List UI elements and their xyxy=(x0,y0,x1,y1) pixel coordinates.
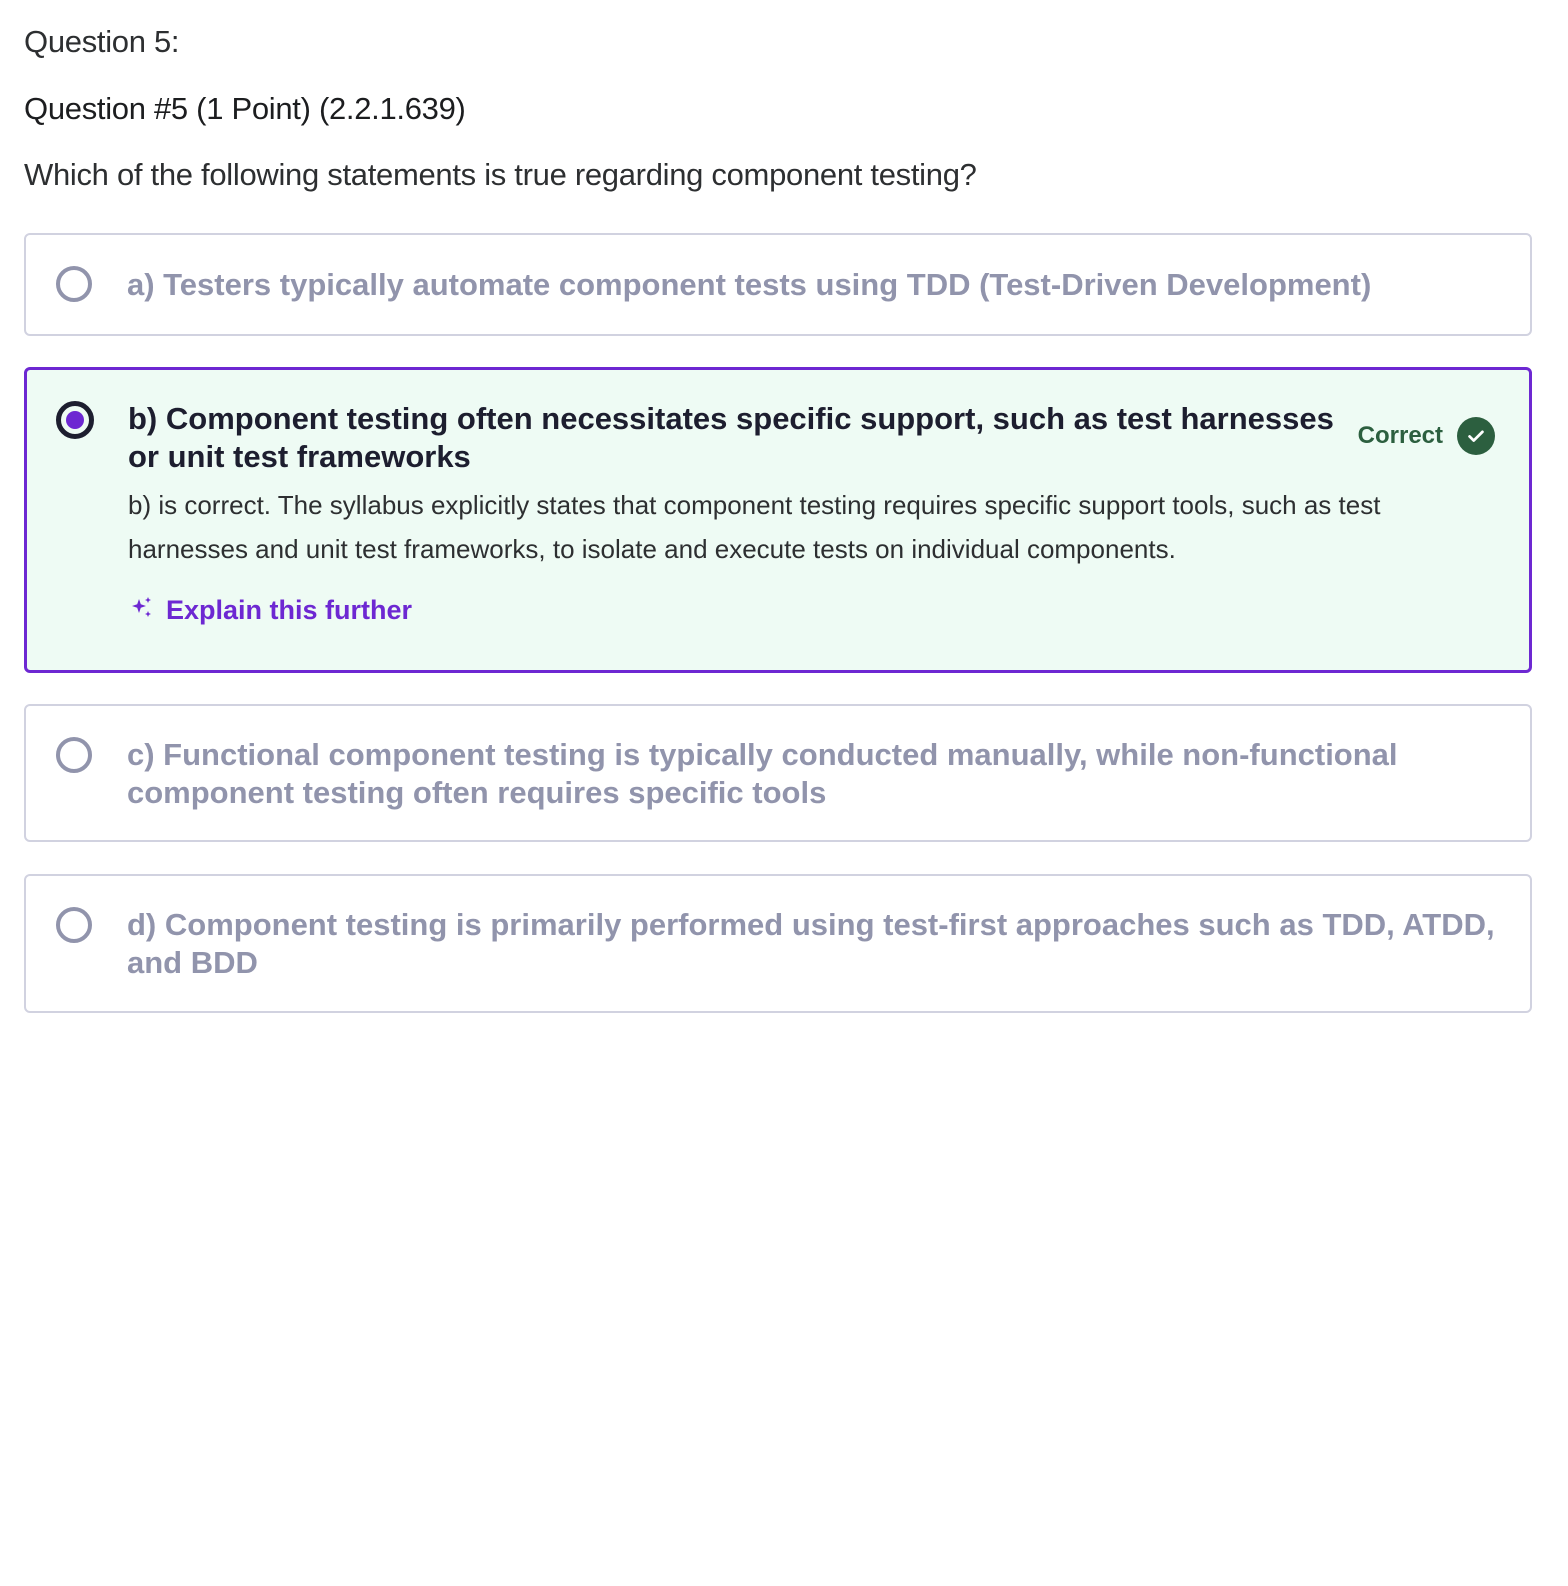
option-text: a) Testers typically automate component tests using TDD (Test-Driven Development) xyxy=(127,267,1372,302)
correct-label: Correct xyxy=(1357,422,1443,449)
answer-option-a[interactable] xyxy=(24,233,1532,336)
question-title: Question #5 (1 Point) (2.2.1.639) xyxy=(24,91,466,126)
radio-unchecked-icon[interactable] xyxy=(56,907,92,943)
radio-checked-icon[interactable] xyxy=(56,401,94,439)
answer-option-b[interactable] xyxy=(24,367,1532,673)
explanation-text: b) is correct. The syllabus explicitly states that component testing requires specific support tools, such as test harnesses and unit test frameworks, to isolate and execute tests on individual components. xyxy=(128,490,1381,564)
question-prompt: Which of the following statements is true regarding component testing? xyxy=(24,157,977,192)
correct-badge xyxy=(1358,417,1495,455)
explain-further-label: Explain this further xyxy=(166,595,413,625)
radio-unchecked-icon[interactable] xyxy=(56,737,92,773)
explain-further-link[interactable] xyxy=(130,595,412,626)
check-circle-icon xyxy=(1457,417,1495,455)
radio-unchecked-icon[interactable] xyxy=(56,266,92,302)
option-text: d) Component testing is primarily performed using test-first approaches such as TDD, ATDD, and BDD xyxy=(127,907,1495,980)
option-text: c) Functional component testing is typically conducted manually, while non-functional component testing often requires specific tools xyxy=(127,737,1398,810)
answer-option-d[interactable] xyxy=(24,874,1532,1013)
sparkle-icon xyxy=(130,595,154,626)
option-text: b) Component testing often necessitates specific support, such as test harnesses or unit test frameworks xyxy=(128,401,1334,474)
answer-option-c[interactable] xyxy=(24,704,1532,842)
question-label: Question 5: xyxy=(24,24,180,59)
